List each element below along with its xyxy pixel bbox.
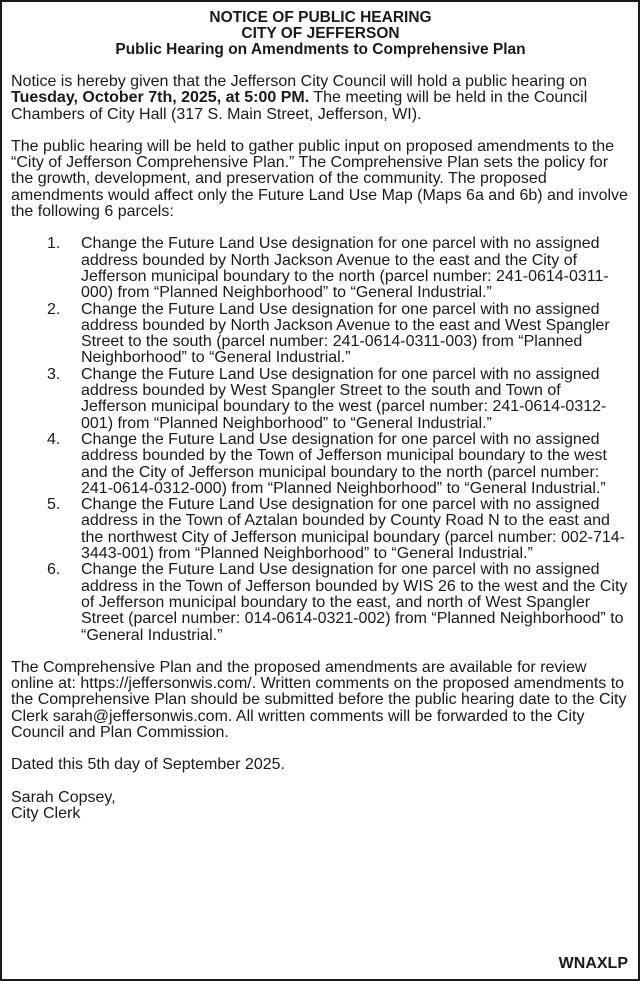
parcel-number: 3.: [47, 365, 61, 383]
parcel-number: 2.: [47, 300, 61, 318]
availability-paragraph: The Comprehensive Plan and the proposed amendments are available for review online at: https://jeffersonwis.com/. Written comments on the proposed amendments to the Comprehensive Plan should be submitted before the public hearing date to the City Clerk sarah@jeffersonwis.com. All written comments will be forwarded to the City Council and Plan Commission.: [11, 658, 627, 741]
parcel-item: [11, 302, 630, 367]
parcel-number: 5.: [47, 496, 61, 514]
parcel-text: Change the Future Land Use designation for one parcel with no assigned address in the Town of Jefferson bounded by WIS 26 to the west and the City of Jefferson municipal boundary to the east, and north of West Spangler Street (parcel number: 014-0614-0321-002) from “Planned Neighborhood” to “General Industrial.”: [81, 561, 628, 644]
intro-before: Notice is hereby given that the Jefferson City Council will hold a public hearing on: [11, 73, 588, 90]
notice-title: NOTICE OF PUBLIC HEARING: [209, 9, 432, 26]
parcel-number: 6.: [47, 561, 61, 579]
signature-title: City Clerk: [11, 804, 81, 822]
notice-header: [11, 10, 630, 58]
parcel-number: 1.: [47, 235, 61, 253]
intro-after: The meeting will be held in the Council Chambers of City Hall (317 S. Main Street, Jefferson, WI).: [11, 89, 588, 123]
notice-city: CITY OF JEFFERSON: [241, 25, 400, 42]
parcel-text: Change the Future Land Use designation for one parcel with no assigned address in the Town of Aztalan bounded by County Road N to the east and the northwest City of Jefferson municipal boundary (parcel number: 002-714-3443-001) from “Planned Neighborhood” to “General Industrial.”: [81, 496, 625, 563]
signature-name: Sarah Copsey,: [11, 788, 116, 806]
parcel-item: [11, 367, 630, 432]
publication-code: WNAXLP: [558, 955, 628, 972]
parcel-number: 4.: [47, 430, 61, 448]
dated-line: Dated this 5th day of September 2025.: [11, 756, 285, 774]
parcel-item: [11, 562, 630, 643]
parcel-text: Change the Future Land Use designation for one parcel with no assigned address bounded by the Town of Jefferson municipal boundary to the west and the City of Jefferson municipal boundary to the north (parcel number: 241-0614-0312-000) from “Planned Neighborhood” to “General Industrial.”: [81, 430, 607, 497]
parcel-item: [11, 236, 630, 301]
parcel-item: [11, 432, 630, 497]
parcel-text: Change the Future Land Use designation for one parcel with no assigned address bounded by North Jackson Avenue to the east and the City of Jefferson municipal boundary to the north (parcel number: 241-0614-0311-000) from “Planned Neighborhood” to “General Industrial.”: [81, 235, 609, 302]
parcel-text: Change the Future Land Use designation for one parcel with no assigned address bounded by North Jackson Avenue to the east and West Spangler Street to the south (parcel number: 241-0614-0311-003) from “Planned Neighborhood” to “General Industrial.”: [81, 300, 610, 367]
purpose-paragraph: The public hearing will be held to gather public input on proposed amendments to the “City of Jefferson Comprehensive Plan.” The Comprehensive Plan sets the policy for the growth, development, and preservation of the community. The proposed amendments would affect only the Future Land Use Map (Maps 6a and 6b) and involve the following 6 parcels:: [11, 137, 628, 221]
notice-subtitle: Public Hearing on Amendments to Comprehensive Plan: [115, 41, 526, 58]
parcel-list: [11, 236, 630, 643]
parcel-item: [11, 497, 630, 562]
parcel-text: Change the Future Land Use designation for one parcel with no assigned address bounded by West Spangler Street to the south and Town of Jefferson municipal boundary to the west (parcel number: 241-0614-0312-001) from “Planned Neighborhood” to “General Industrial.”: [81, 365, 607, 432]
hearing-datetime: Tuesday, October 7th, 2025, at 5:00 PM.: [11, 89, 310, 107]
intro-paragraph: [11, 74, 630, 123]
